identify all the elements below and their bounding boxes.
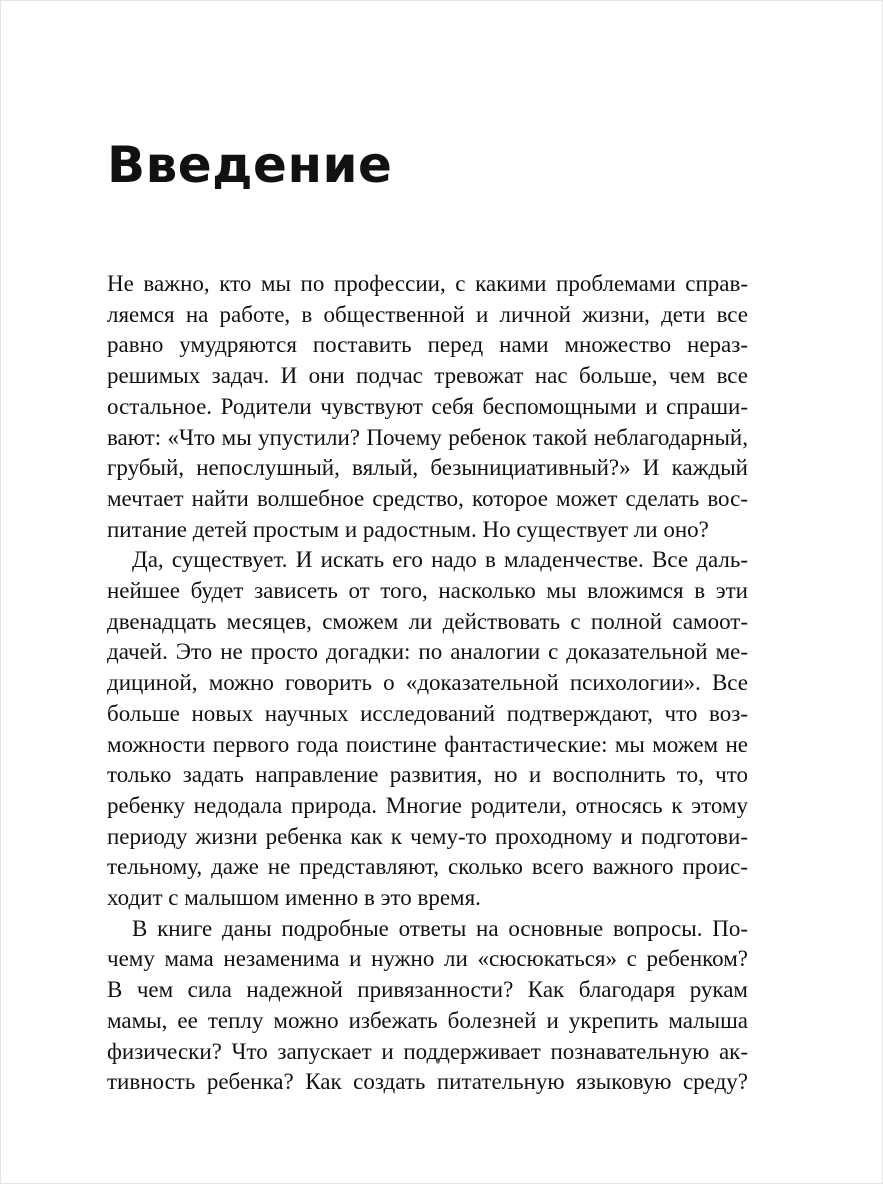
text-line: Да, существует. И искать его надо в младенчестве. Все даль- [132, 547, 748, 573]
text-line: дачей. Это не просто догадки: по аналогии с доказательной ме- [107, 639, 748, 665]
text-line: В книге даны подробные ответы на основные вопросы. По- [132, 915, 748, 941]
text-line: физически? Что запускает и поддерживает познавательную ак- [107, 1038, 748, 1064]
text-line: В чем сила надежной привязанности? Как благодаря рукам [107, 977, 748, 1003]
text-line: решимых задач. И они подчас тревожат нас больше, чем все [107, 363, 748, 389]
text-line: ребенку недодала природа. Многие родители, относясь к этому [107, 792, 748, 818]
text-line: вают: «Что мы упустили? Почему ребенок такой неблагодарный, [107, 424, 748, 450]
text-line: мечтает найти волшебное средство, которое может сделать вос- [107, 485, 748, 511]
text-line: ходит с малышом именно в это время. [107, 885, 481, 911]
text-line: можности первого года поистине фантастические: мы можем не [107, 731, 748, 757]
text-line: дициной, можно говорить о «доказательной психологии». Все [107, 670, 748, 696]
text-line: остальное. Родители чувствуют себя беспомощными и спраши- [107, 393, 748, 419]
chapter-title: Введение [107, 136, 393, 194]
text-line: только задать направление развития, но и восполнить то, что [107, 762, 748, 788]
text-line: ляемся на работе, в общественной и личной жизни, дети все [107, 301, 748, 327]
text-line: равно умудряются поставить перед нами множество нераз- [107, 332, 748, 358]
text-line: больше новых научных исследований подтверждают, что воз- [107, 700, 748, 726]
text-line: питание детей простым и радостным. Но существует ли оно? [107, 516, 709, 542]
text-line: мамы, ее теплу можно избежать болезней и укрепить малыша [107, 1007, 748, 1033]
paragraph-1 [107, 269, 748, 545]
text-line: периоду жизни ребенка как к чему-то проходному и подготови- [107, 823, 748, 849]
text-line: грубый, непослушный, вялый, безынициативный?» И каждый [107, 455, 748, 481]
text-line: тивность ребенка? Как создать питательную языковую среду? [107, 1069, 748, 1095]
paragraph-3 [107, 914, 748, 1098]
chapter-body [107, 269, 748, 1098]
text-line: чему мама незаменима и нужно ли «сюсюкаться» с ребенком? [107, 946, 748, 972]
text-line: тельному, даже не представляют, сколько всего важного проис- [107, 854, 748, 880]
text-line: нейшее будет зависеть от того, насколько мы вложимся в эти [107, 578, 748, 604]
paragraph-2 [107, 545, 748, 913]
text-line: двенадцать месяцев, сможем ли действовать с полной самоот- [107, 608, 748, 634]
text-line: Не важно, кто мы по профессии, с какими проблемами справ- [107, 271, 748, 296]
